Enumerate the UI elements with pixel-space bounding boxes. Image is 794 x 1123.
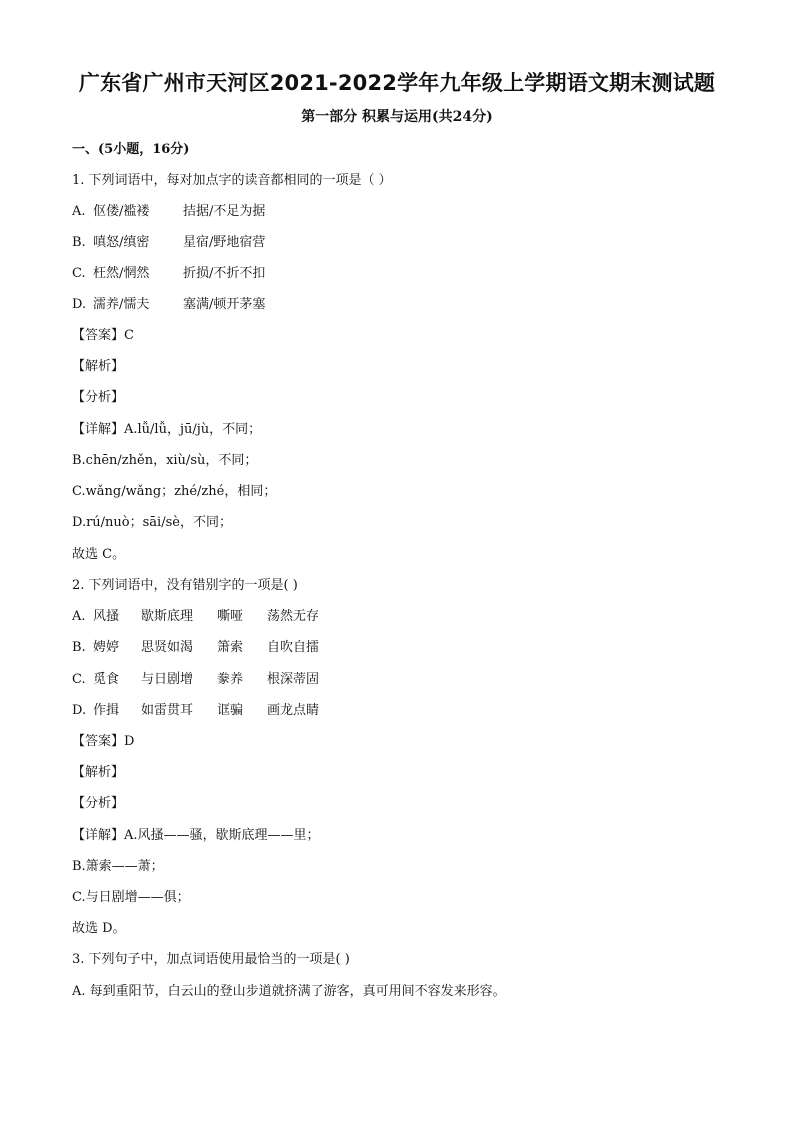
option-word: 风搔	[93, 609, 120, 624]
option-pair-2: 塞满/顿开茅塞	[183, 297, 266, 312]
option-letter: B.	[72, 235, 86, 250]
option-letter: C.	[72, 672, 86, 687]
q2-answer: 【答案】D	[72, 734, 135, 749]
q2-fenxi: 【分析】	[72, 796, 125, 811]
option-word: 荡然无存	[267, 609, 320, 624]
q2-conclusion: 故选 D。	[72, 921, 126, 936]
option-letter: D.	[72, 297, 87, 312]
q2-detail-line: C.与日剧增——俱；	[72, 890, 190, 905]
q1-conclusion: 故选 C。	[72, 547, 126, 562]
option-pair-1: 嗔怒/缜密	[93, 235, 150, 250]
q2-detail-line: 【详解】A.风搔——骚，歇斯底理——里；	[72, 828, 320, 843]
option-word: 根深蒂固	[267, 672, 320, 687]
option-pair-1: 伛偻/褴褛	[93, 204, 150, 219]
q1-detail-line: B.chēn/zhěn，xiù/sù，不同；	[72, 453, 258, 468]
q1-detail-line: 【详解】A.lǚ/lǚ，jū/jù，不同；	[72, 422, 262, 437]
option-word: 歇斯底理	[141, 609, 194, 624]
q1-jiexi: 【解析】	[72, 359, 125, 374]
q1-answer: 【答案】C	[72, 328, 134, 343]
option-letter: A.	[72, 204, 86, 219]
q1-detail-line: C.wǎng/wǎng；zhé/zhé，相同；	[72, 484, 277, 499]
q1-fenxi: 【分析】	[72, 390, 125, 405]
option-letter: B.	[72, 640, 86, 655]
option-letter: A.	[72, 609, 86, 624]
option-pair-1: 濡养/懦夫	[93, 297, 150, 312]
q3-option-a: A. 每到重阳节，白云山的登山步道就挤满了游客，真可用间不容发来形容。	[72, 984, 506, 999]
option-word: 嘶哑	[217, 609, 244, 624]
part-heading: 一、(5小题，16分)	[72, 142, 190, 157]
q2-jiexi: 【解析】	[72, 765, 125, 780]
option-pair-1: 枉然/惘然	[93, 266, 150, 281]
question-3-stem: 3. 下列句子中，加点词语使用最恰当的一项是( )	[72, 952, 350, 967]
option-word: 诓骗	[217, 703, 244, 718]
option-word: 箫索	[217, 640, 244, 655]
option-word: 作揖	[93, 703, 120, 718]
q1-detail-line: D.rú/nuò；sāi/sè，不同；	[72, 515, 232, 530]
option-word: 画龙点睛	[267, 703, 320, 718]
option-word: 思贤如渴	[141, 640, 194, 655]
section-title: 第一部分 积累与运用(共24分)	[301, 109, 493, 125]
option-pair-2: 星宿/野地宿营	[183, 235, 266, 250]
option-word: 与日剧增	[141, 672, 194, 687]
question-1-stem: 1. 下列词语中，每对加点字的读音都相同的一项是（ ）	[72, 173, 392, 188]
option-word: 娉婷	[93, 640, 120, 655]
option-word: 豢养	[217, 672, 244, 687]
option-pair-2: 拮据/不足为据	[183, 204, 266, 219]
option-letter: C.	[72, 266, 86, 281]
option-pair-2: 折损/不折不扣	[183, 266, 266, 281]
option-word: 觅食	[93, 672, 120, 687]
q2-detail-line: B.箫索——萧；	[72, 859, 164, 874]
question-2-stem: 2. 下列词语中，没有错别字的一项是( )	[72, 578, 298, 593]
page-title: 广东省广州市天河区2021-2022学年九年级上学期语文期末测试题	[78, 71, 716, 95]
option-word: 自吹自擂	[267, 640, 320, 655]
option-letter: D.	[72, 703, 87, 718]
option-word: 如雷贯耳	[141, 703, 194, 718]
